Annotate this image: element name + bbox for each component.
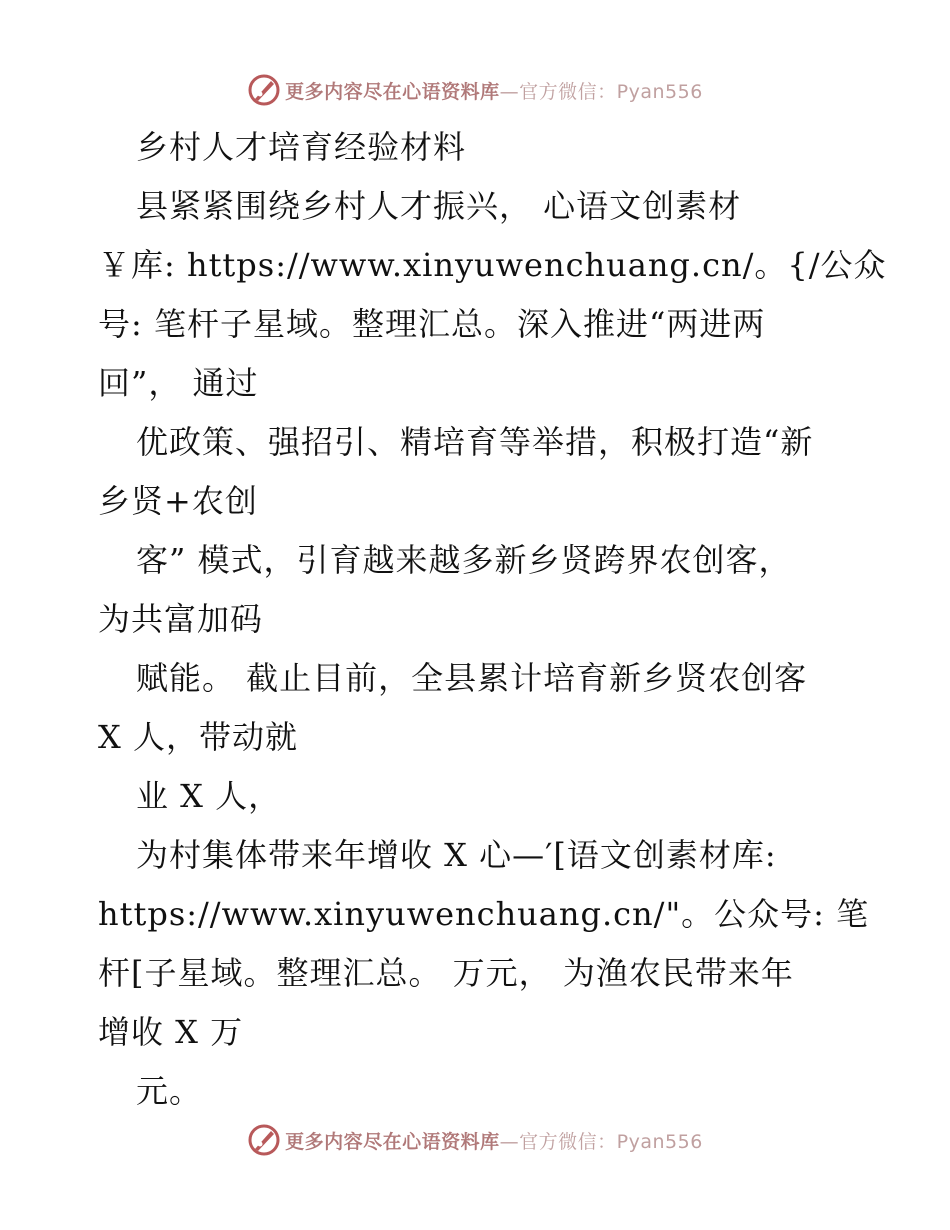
quill-logo-icon bbox=[247, 73, 281, 107]
paragraph-line: 优政策、强招引、精培育等举措，积极打造“新 bbox=[136, 423, 814, 461]
paragraph-line: 县紧紧围绕乡村人才振兴， 心语文创素材 bbox=[136, 187, 742, 225]
paragraph-line: ￥库: https://www.xinyuwenchuang.cn/。{/公众 bbox=[98, 246, 887, 284]
document-body bbox=[98, 118, 887, 1121]
paragraph-line: 赋能。 截止目前，全县累计培育新乡贤农创客 bbox=[136, 659, 808, 697]
paragraph-line: 杆[子星域。整理汇总。 万元， 为渔农民带来年 bbox=[98, 954, 794, 992]
quill-logo-icon bbox=[247, 1123, 281, 1157]
paragraph-line: 元。 bbox=[136, 1072, 203, 1110]
paragraph-line: 为村集体带来年增收 X 心—′[语文创素材库: bbox=[136, 836, 777, 874]
paragraph-line: https://www.xinyuwenchuang.cn/"。公众号: 笔 bbox=[98, 895, 870, 933]
footer-watermark-banner bbox=[0, 1120, 950, 1160]
paragraph-line: 业 X 人， bbox=[136, 777, 282, 815]
paragraph-line: 为共富加码 bbox=[98, 600, 264, 638]
header-watermark-banner bbox=[0, 70, 950, 110]
document-title: 乡村人才培育经验材料 bbox=[136, 128, 467, 166]
paragraph-line: 增收 X 万 bbox=[98, 1013, 244, 1051]
paragraph-line: X 人，带动就 bbox=[98, 718, 298, 756]
paragraph-line: 乡贤+农创 bbox=[98, 482, 258, 520]
watermark-text: 更多内容尽在心语资料库—官方微信：Pyan556 bbox=[285, 80, 703, 103]
watermark-text: 更多内容尽在心语资料库—官方微信：Pyan556 bbox=[285, 1130, 703, 1153]
paragraph-line: 号: 笔杆子星域。整理汇总。深入推进“两进两 bbox=[98, 305, 766, 343]
paragraph-line: 客” 模式，引育越来越多新乡贤跨界农创客， bbox=[136, 541, 792, 579]
paragraph-line: 回”， 通过 bbox=[98, 364, 259, 402]
